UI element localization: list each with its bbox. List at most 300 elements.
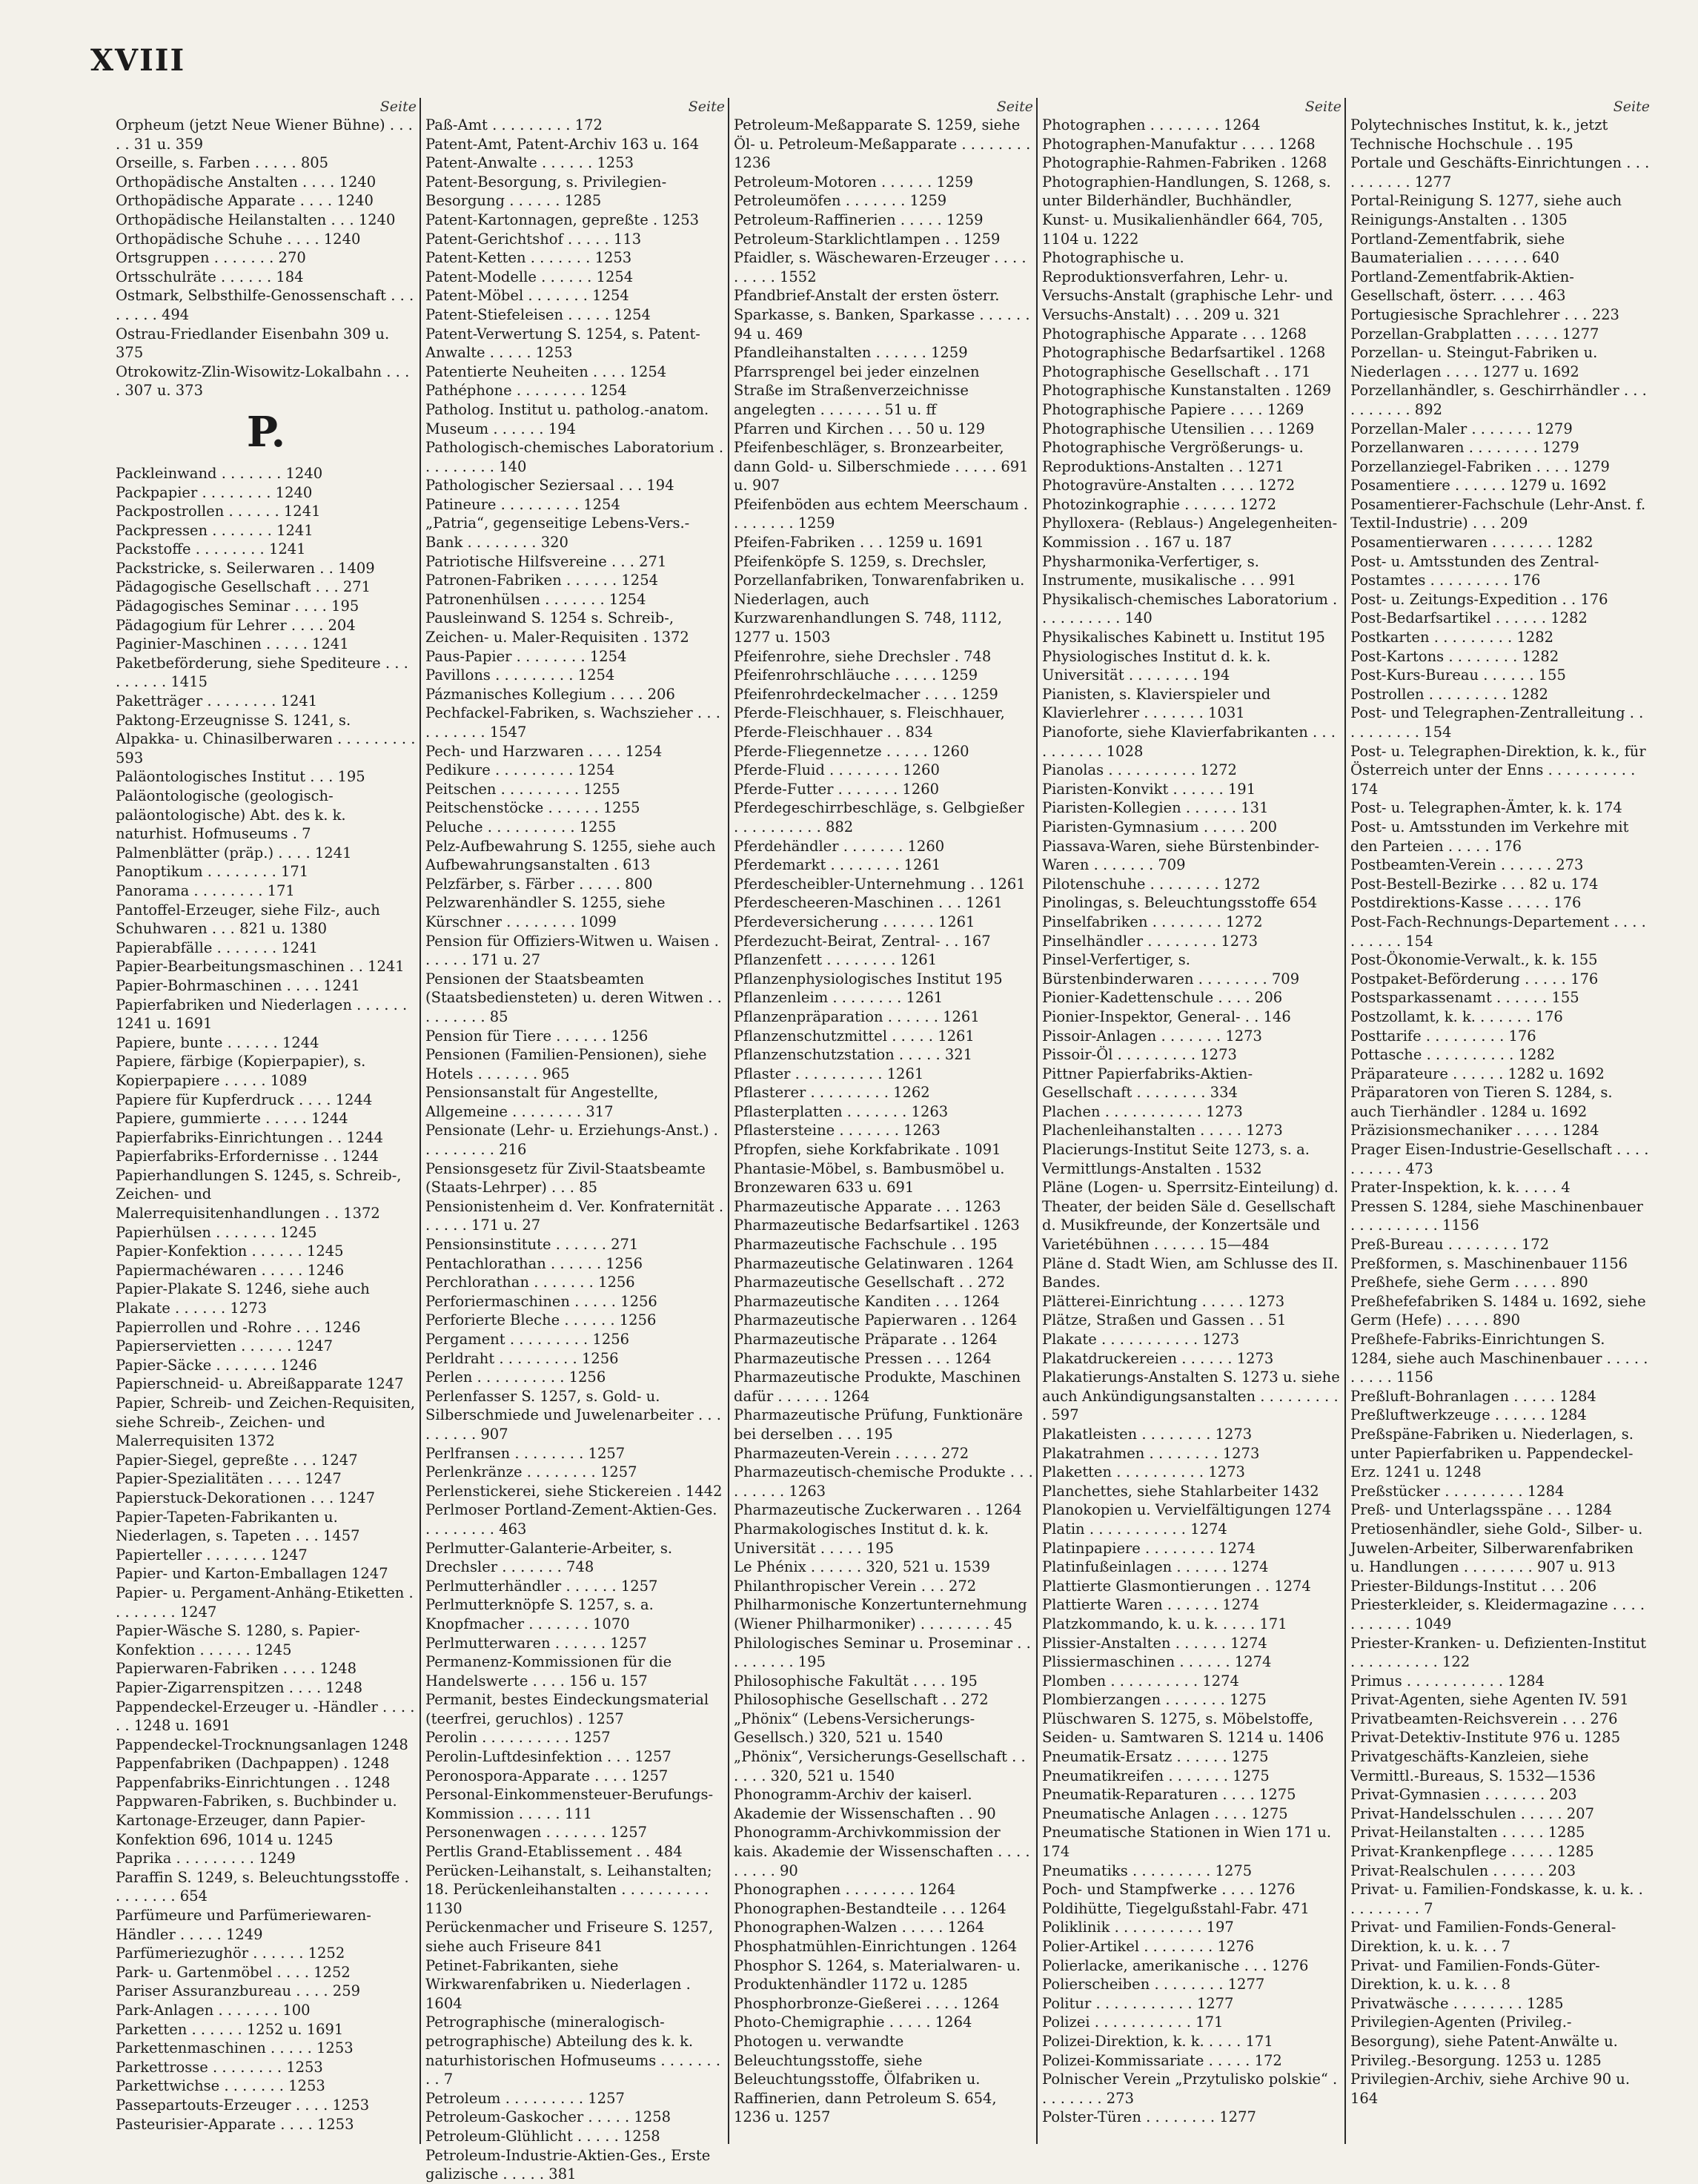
index-entry: Pappwaren-Fabriken, s. Buchbinder u. Kartonage-Erzeuger, dann Papier-Konfektion 696, 1014 u. 1245 bbox=[116, 1793, 397, 1848]
index-entry: Piassava-Waren, siehe Bürstenbinder-Waren . . . . . . . 709 bbox=[1042, 837, 1320, 874]
index-entry: Planokopien u. Vervielfältigungen 1274 bbox=[1042, 1501, 1332, 1519]
index-entry: Phonogramm-Archiv der kaiserl. Akademie der Wissenschaften . . 90 bbox=[734, 1786, 996, 1822]
index-entry: Petroleum-Raffinerien . . . . . 1259 bbox=[734, 211, 984, 228]
index-entry: Photographische Bedarfsartikel . 1268 bbox=[1042, 344, 1326, 362]
entry-list bbox=[1042, 116, 1342, 2127]
index-entry: Ortsgruppen . . . . . . . 270 bbox=[116, 249, 306, 267]
index-entry: Pfeifenrohrschläuche . . . . . 1259 bbox=[734, 666, 978, 684]
index-column-1 bbox=[111, 98, 419, 2144]
index-entry: Pharmazeutische Gelatinwaren . 1264 bbox=[734, 1254, 1014, 1272]
index-entry: Postrollen . . . . . . . . . 1282 bbox=[1350, 685, 1548, 703]
index-entry: Photogravüre-Anstalten . . . . 1272 bbox=[1042, 477, 1296, 494]
index-entry: Paketbeförderung, siehe Spediteure . . . . . . . . . 1415 bbox=[116, 654, 408, 691]
index-entry: Papierstuck-Dekorationen . . . 1247 bbox=[116, 1489, 376, 1506]
index-entry: Pappenfabriken (Dachpappen) . 1248 bbox=[116, 1755, 390, 1773]
index-entry: Pinsel-Verfertiger, s. Bürstenbinderwaren . . . . . . . . 709 bbox=[1042, 951, 1300, 987]
index-entry: Ostrau-Friedlander Eisenbahn 309 u. 375 bbox=[116, 325, 390, 362]
index-entry: Privat-Detektiv-Institute 976 u. 1285 bbox=[1350, 1729, 1621, 1747]
index-entry: Papiere, gummierte . . . . . 1244 bbox=[116, 1110, 348, 1128]
index-entry: Pension für Tiere . . . . . . 1256 bbox=[425, 1027, 649, 1045]
index-entry: Posamentiere . . . . . . 1279 u. 1692 bbox=[1350, 477, 1607, 494]
index-entry: Pharmakologisches Institut d. k. k. Universität . . . . . 195 bbox=[734, 1520, 989, 1557]
index-entry: Physikalisch-chemisches Laboratorium . . . . . . . . . . 140 bbox=[1042, 590, 1338, 627]
page-number: XVIII bbox=[90, 43, 186, 78]
index-entry: Plachen . . . . . . . . . . . 1273 bbox=[1042, 1102, 1243, 1120]
index-entry: Papierservietten . . . . . . 1247 bbox=[116, 1337, 334, 1355]
index-entry: Perücken-Leihanstalt, s. Leihanstalten; 18. Perückenleihanstalten . . . . . . . . . . 1130 bbox=[425, 1862, 712, 1917]
index-entry: Photographen-Manufaktur . . . . 1268 bbox=[1042, 135, 1316, 153]
index-entry: Pissoir-Öl . . . . . . . . . 1273 bbox=[1042, 1046, 1237, 1064]
index-entry: Pharmazeutische Gesellschaft . . 272 bbox=[734, 1274, 1005, 1291]
index-entry: Physiologisches Institut d. k. k. Universität . . . . . . . . 194 bbox=[1042, 647, 1271, 684]
entry-list-after-letter bbox=[116, 464, 417, 2134]
index-entry: Pflasterer . . . . . . . . . 1262 bbox=[734, 1084, 930, 1102]
entry-list bbox=[425, 116, 725, 2184]
index-columns bbox=[111, 98, 1653, 2183]
index-entry: Portugiesische Sprachlehrer . . . 223 bbox=[1350, 305, 1619, 323]
index-entry: Otrokowitz-Zlin-Wisowitz-Lokalbahn . . . . 307 u. 373 bbox=[116, 363, 410, 400]
index-entry: Patent-Anwalte . . . . . . 1253 bbox=[425, 154, 634, 172]
index-entry: Poliklinik . . . . . . . . . . 197 bbox=[1042, 1919, 1234, 1936]
index-entry: Pferde-Fleischhauer, s. Fleischhauer, Pferde-Fleischhauer . . 834 bbox=[734, 704, 1005, 741]
index-entry: Orseille, s. Farben . . . . . 805 bbox=[116, 154, 329, 172]
index-entry: Polizei . . . . . . . . . . . 171 bbox=[1042, 2013, 1224, 2031]
index-entry: Pläne d. Stadt Wien, am Schlusse des II. Bandes. bbox=[1042, 1254, 1339, 1291]
index-entry: Perolin-Luftdesinfektion . . . 1257 bbox=[425, 1748, 671, 1766]
index-entry: Porzellanhändler, s. Geschirrhändler . . . . . . . . . . 892 bbox=[1350, 382, 1647, 418]
index-entry: Privat- und Familien-Fonds-Güter-Direktion, k. u. k. . . 8 bbox=[1350, 1956, 1600, 1993]
index-entry: Privat-Krankenpflege . . . . . 1285 bbox=[1350, 1843, 1594, 1861]
index-entry: Pflanzenleim . . . . . . . . 1261 bbox=[734, 989, 943, 1007]
index-entry: Placierungs-Institut Seite 1273, s. a. Vermittlungs-Anstalten . 1532 bbox=[1042, 1141, 1310, 1177]
index-entry: Perolin . . . . . . . . . . 1257 bbox=[425, 1729, 611, 1747]
index-entry: Post- u. Telegraphen-Direktion, k. k., für Österreich unter der Enns . . . . . . . . . . 174 bbox=[1350, 742, 1646, 798]
index-entry: Priesterkleider, s. Kleidermagazine . . . . . . . . . . . 1049 bbox=[1350, 1596, 1645, 1632]
index-entry: Plakatierungs-Anstalten S. 1273 u. siehe auch Ankündigungsanstalten . . . . . . . . . . 597 bbox=[1042, 1369, 1340, 1424]
entry-list-before-letter bbox=[116, 116, 417, 400]
index-entry: Pedikure . . . . . . . . . 1254 bbox=[425, 761, 615, 779]
index-entry: Pianolas . . . . . . . . . . 1272 bbox=[1042, 761, 1237, 779]
index-entry: Polytechnisches Institut, k. k., jetzt Technische Hochschule . . 195 bbox=[1350, 116, 1608, 153]
index-entry: Priester-Bildungs-Institut . . . 206 bbox=[1350, 1577, 1597, 1595]
index-entry: Packpapier . . . . . . . . 1240 bbox=[116, 483, 313, 501]
index-entry: Orthopädische Heilanstalten . . . 1240 bbox=[116, 211, 396, 228]
index-entry: Papiere, färbige (Kopierpapier), s. Kopierpapiere . . . . . 1089 bbox=[116, 1053, 366, 1089]
index-entry: Privilegien-Archiv, siehe Archive 90 u. 164 bbox=[1350, 2071, 1631, 2107]
index-entry: Pantoffel-Erzeuger, siehe Filz-, auch Schuhwaren . . . 821 u. 1380 bbox=[116, 901, 380, 938]
index-entry: Pertlis Grand-Etablissement . . 484 bbox=[425, 1843, 683, 1861]
index-entry: Papier, Schreib- und Zeichen-Requisiten, siehe Schreib-, Zeichen- und Malerrequisiten 1372 bbox=[116, 1394, 416, 1450]
index-entry: Patent-Möbel . . . . . . . 1254 bbox=[425, 287, 629, 305]
index-entry: Papiermachéwaren . . . . . 1246 bbox=[116, 1261, 345, 1279]
index-entry: Privat- und Familien-Fonds-General-Direktion, k. u. k. . . 7 bbox=[1350, 1919, 1616, 1955]
index-entry: Post-Bedarfsartikel . . . . . . 1282 bbox=[1350, 609, 1588, 627]
index-column-3 bbox=[728, 98, 1036, 2144]
index-entry: Plüschwaren S. 1275, s. Möbelstoffe, Seiden- u. Samtwaren S. 1214 u. 1406 bbox=[1042, 1710, 1324, 1747]
index-entry: Pensionen der Staatsbeamten (Staatsbediensteten) u. deren Witwen . . . . . . . . . 85 bbox=[425, 970, 722, 1025]
index-entry: Porzellanwaren . . . . . . . . 1279 bbox=[1350, 439, 1579, 457]
index-entry: Panoptikum . . . . . . . . 171 bbox=[116, 863, 309, 881]
index-entry: Papier-Bohrmaschinen . . . . 1241 bbox=[116, 976, 360, 994]
index-entry: Postpaket-Beförderung . . . . . 176 bbox=[1350, 970, 1599, 987]
index-entry: Plomben . . . . . . . . . . 1274 bbox=[1042, 1672, 1239, 1690]
index-entry: Paprika . . . . . . . . . 1249 bbox=[116, 1850, 296, 1867]
index-entry: Palmenblätter (präp.) . . . . 1241 bbox=[116, 844, 352, 861]
index-entry: Preßhefefabriken S. 1484 u. 1692, siehe Germ (Hefe) . . . . . 890 bbox=[1350, 1292, 1646, 1329]
index-entry: Polizei-Direktion, k. k. . . . . 171 bbox=[1042, 2032, 1273, 2050]
index-entry: Permanenz-Kommissionen für die Handelswerte . . . . 156 u. 157 bbox=[425, 1653, 672, 1690]
index-entry: Pathologisch-chemisches Laboratorium . . . . . . . . . 140 bbox=[425, 439, 724, 475]
index-entry: Plombierzangen . . . . . . . 1275 bbox=[1042, 1691, 1267, 1709]
index-entry: Pappenfabriks-Einrichtungen . . 1248 bbox=[116, 1773, 391, 1791]
index-entry: Pläne (Logen- u. Sperrsitz-Einteilung) d. Theater, der beiden Säle d. Gesellschaft d. Musikfreunde, der Konzertsäle und Varietébühnen . . . . . . 15—484 bbox=[1042, 1179, 1339, 1254]
index-entry: Petroleum-Industrie-Aktien-Ges., Erste galizische . . . . . 381 bbox=[425, 2146, 711, 2183]
index-entry: Ortsschulräte . . . . . . 184 bbox=[116, 268, 304, 285]
index-entry: Pneumatische Anlagen . . . . 1275 bbox=[1042, 1804, 1288, 1822]
index-entry: Paketträger . . . . . . . . 1241 bbox=[116, 692, 318, 710]
index-entry: Peitschen . . . . . . . . . 1255 bbox=[425, 780, 620, 798]
index-entry: Pergament . . . . . . . . . 1256 bbox=[425, 1331, 630, 1348]
index-entry: Patronenhülsen . . . . . . . 1254 bbox=[425, 590, 646, 608]
index-entry: Planchettes, siehe Stahlarbeiter 1432 bbox=[1042, 1482, 1319, 1500]
column-header: Seite bbox=[1613, 99, 1650, 115]
index-entry: Post- u. Zeitungs-Expedition . . 176 bbox=[1350, 590, 1608, 608]
index-entry: Pferdeversicherung . . . . . . 1261 bbox=[734, 913, 975, 930]
index-entry: Privat- u. Familien-Fondskasse, k. u. k. . . . . . . . . . 7 bbox=[1350, 1881, 1643, 1917]
index-entry: Perlmoser Portland-Zement-Aktien-Ges. . . . . . . . . 463 bbox=[425, 1501, 717, 1538]
index-entry: Pelzfärber, s. Färber . . . . . 800 bbox=[425, 875, 653, 893]
index-entry: Pappendeckel-Erzeuger u. -Händler . . . . . . 1248 u. 1691 bbox=[116, 1698, 415, 1735]
index-entry: Phylloxera- (Reblaus-) Angelegenheiten-Kommission . . 167 u. 187 bbox=[1042, 514, 1338, 552]
index-entry: Philosophische Gesellschaft . . 272 bbox=[734, 1691, 989, 1709]
index-entry: Petroleum-Gaskocher . . . . . 1258 bbox=[425, 2108, 671, 2126]
index-entry: Papier-Tapeten-Fabrikanten u. Niederlagen, s. Tapeten . . . 1457 bbox=[116, 1508, 360, 1545]
index-entry: Papierabfälle . . . . . . . 1241 bbox=[116, 939, 319, 956]
index-entry: Pneumatiks . . . . . . . . . 1275 bbox=[1042, 1862, 1253, 1879]
index-entry: Pharmazeutische Zuckerwaren . . 1264 bbox=[734, 1501, 1022, 1519]
index-entry: Perlmutterwaren . . . . . . 1257 bbox=[425, 1634, 647, 1652]
index-entry: Präzisionsmechaniker . . . . . 1284 bbox=[1350, 1122, 1599, 1139]
index-entry: Physharmonika-Verfertiger, s. Instrumente, musikalische . . . 991 bbox=[1042, 552, 1297, 589]
index-entry: Parfümeure und Parfümeriewaren-Händler . . . . . 1249 bbox=[116, 1907, 371, 1943]
index-entry: Petroleum . . . . . . . . . 1257 bbox=[425, 2089, 625, 2107]
entry-list bbox=[734, 116, 1033, 2127]
index-entry: Pfeifenbeschläger, s. Bronzearbeiter, dann Gold- u. Silberschmiede . . . . . 691 u. 907 bbox=[734, 439, 1029, 494]
index-entry: Präparatoren von Tieren S. 1284, s. auch Tierhändler . 1284 u. 1692 bbox=[1350, 1084, 1613, 1120]
index-entry: Pianisten, s. Klavierspieler und Klavierlehrer . . . . . . . 1031 bbox=[1042, 685, 1271, 722]
index-entry: Preßluft-Bohranlagen . . . . . 1284 bbox=[1350, 1387, 1596, 1405]
index-entry: Präparateure . . . . . . 1282 u. 1692 bbox=[1350, 1065, 1605, 1082]
index-entry: Parketten . . . . . . 1252 u. 1691 bbox=[116, 2020, 344, 2038]
index-entry: Pferdemarkt . . . . . . . . 1261 bbox=[734, 856, 941, 874]
index-entry: Pferdescheeren-Maschinen . . . 1261 bbox=[734, 894, 1003, 912]
index-entry: Photographische Apparate . . . 1268 bbox=[1042, 325, 1307, 343]
index-entry: Privat-Handelsschulen . . . . . 207 bbox=[1350, 1804, 1594, 1822]
index-entry: Papierfabriken und Niederlagen . . . . . . 1241 u. 1691 bbox=[116, 996, 408, 1033]
index-entry: Pensionistenheim d. Ver. Konfraternität . . . . . . 171 u. 27 bbox=[425, 1197, 724, 1234]
index-entry: Orpheum (jetzt Neue Wiener Bühne) . . . . . 31 u. 359 bbox=[116, 116, 413, 153]
index-column-4 bbox=[1036, 98, 1344, 2144]
index-entry: Privat-Heilanstalten . . . . . 1285 bbox=[1350, 1824, 1585, 1841]
entry-list bbox=[1350, 116, 1650, 2108]
index-entry: Pázmanisches Kollegium . . . . 206 bbox=[425, 685, 675, 703]
index-entry: Perlmutter-Galanterie-Arbeiter, s. Drechsler . . . . . . . 748 bbox=[425, 1539, 673, 1576]
index-entry: Preßhefe-Fabriks-Einrichtungen S. 1284, siehe auch Maschinenbauer . . . . . . . . . . 1156 bbox=[1350, 1331, 1648, 1386]
index-entry: Pretiosenhändler, siehe Gold-, Silber- u. Juwelen-Arbeiter, Silberwarenfabriken u. Handlungen . . . . . . . . 907 u. 913 bbox=[1350, 1520, 1643, 1576]
index-entry: Pflanzenschutzstation . . . . . 321 bbox=[734, 1046, 973, 1064]
index-entry: Politur . . . . . . . . . . . 1277 bbox=[1042, 1994, 1234, 2012]
index-entry: Petroleum-Meßapparate S. 1259, siehe Öl- u. Petroleum-Meßapparate . . . . . . . . 1236 bbox=[734, 116, 1031, 172]
index-entry: Pfarren und Kirchen . . . 50 u. 129 bbox=[734, 420, 985, 437]
index-entry: Patent-Gerichtshof . . . . . 113 bbox=[425, 230, 642, 248]
index-entry: Pariser Assuranzbureau . . . . 259 bbox=[116, 1982, 361, 2000]
index-entry: Pfeifenrohre, siehe Drechsler . 748 bbox=[734, 647, 992, 665]
index-entry: Papier-Wäsche S. 1280, s. Papier-Konfektion . . . . . . 1245 bbox=[116, 1622, 360, 1658]
index-entry: Postdirektions-Kasse . . . . . 176 bbox=[1350, 894, 1582, 912]
index-entry: Patent-Kartonnagen, gepreßte . 1253 bbox=[425, 211, 700, 228]
index-entry: Pfropfen, siehe Korkfabrikate . 1091 bbox=[734, 1141, 1001, 1159]
index-entry: Petinet-Fabrikanten, siehe Wirkwarenfabriken u. Niederlagen . 1604 bbox=[425, 1956, 691, 2012]
index-entry: Plachenleihanstalten . . . . . 1273 bbox=[1042, 1122, 1283, 1139]
index-entry: Perlenfasser S. 1257, s. Gold- u. Silberschmiede und Juwelenarbeiter . . . . . . . . . 907 bbox=[425, 1387, 721, 1443]
index-entry: Petroleum-Motoren . . . . . . 1259 bbox=[734, 173, 974, 191]
index-entry: Pensionsgesetz für Zivil-Staatsbeamte (Staats-Lehrper) . . . 85 bbox=[425, 1159, 706, 1197]
index-entry: Pilotenschuhe . . . . . . . . 1272 bbox=[1042, 875, 1261, 893]
index-entry: Poch- und Stampfwerke . . . . 1276 bbox=[1042, 1881, 1296, 1899]
index-entry: Panorama . . . . . . . . 171 bbox=[116, 881, 295, 899]
index-entry: „Phönix“, Versicherungs-Gesellschaft . . . . . . 320, 521 u. 1540 bbox=[734, 1748, 1026, 1784]
index-entry: Photographische Vergrößerungs- u. Reproduktions-Anstalten . . 1271 bbox=[1042, 439, 1304, 475]
index-entry: Patent-Stiefeleisen . . . . . 1254 bbox=[425, 305, 651, 323]
index-entry: Posamentierer-Fachschule (Lehr-Anst. f. Textil-Industrie) . . . 209 bbox=[1350, 495, 1646, 532]
index-entry: Polizei-Kommissariate . . . . . 172 bbox=[1042, 2051, 1282, 2069]
index-entry: Pentachlorathan . . . . . . 1256 bbox=[425, 1254, 643, 1272]
index-entry: Post-Kurs-Bureau . . . . . . 155 bbox=[1350, 666, 1566, 684]
index-entry: Primus . . . . . . . . . . . 1284 bbox=[1350, 1672, 1545, 1690]
index-entry: Pressen S. 1284, siehe Maschinenbauer . . . . . . . . . . 1156 bbox=[1350, 1197, 1643, 1234]
index-entry: Photographische Gesellschaft . . 171 bbox=[1042, 363, 1311, 380]
index-entry: Paläontologische (geologisch-paläontologische) Abt. des k. k. naturhist. Hofmuseums . 7 bbox=[116, 787, 346, 843]
index-entry: Photozinkographie . . . . . . 1272 bbox=[1042, 495, 1277, 513]
index-entry: Packpressen . . . . . . . 1241 bbox=[116, 521, 314, 539]
index-column-2 bbox=[419, 98, 728, 2183]
index-entry: Piaristen-Gymnasium . . . . . 200 bbox=[1042, 818, 1278, 835]
index-entry: Piaristen-Konvikt . . . . . . 191 bbox=[1042, 780, 1256, 798]
index-entry: Peronospora-Apparate . . . . 1257 bbox=[425, 1767, 669, 1784]
index-entry: Polnischer Verein „Przytulisko polskie“ . . . . . . . . 273 bbox=[1042, 2071, 1338, 2107]
index-entry: Pensionen (Familien-Pensionen), siehe Hotels . . . . . . . 965 bbox=[425, 1046, 707, 1082]
index-entry: Phosphor S. 1264, s. Materialwaren- u. Produktenhändler 1172 u. 1285 bbox=[734, 1956, 1021, 1993]
index-entry: Phonographen-Bestandteile . . . 1264 bbox=[734, 1899, 1006, 1917]
index-entry: Pferde-Fluid . . . . . . . . 1260 bbox=[734, 761, 940, 779]
index-entry: Papier-Zigarrenspitzen . . . . 1248 bbox=[116, 1678, 363, 1696]
index-entry: Parkettrosse . . . . . . . . 1253 bbox=[116, 2058, 323, 2076]
index-entry: Privatgeschäfts-Kanzleien, siehe Vermittl.-Bureaus, S. 1532—1536 bbox=[1350, 1748, 1596, 1784]
index-entry: Poldihütte, Tiegelgußstahl-Fabr. 471 bbox=[1042, 1899, 1310, 1917]
index-entry: Porzellan-Maler . . . . . . . 1279 bbox=[1350, 420, 1573, 437]
index-entry: Patineure . . . . . . . . . 1254 bbox=[425, 495, 620, 513]
index-entry: Polier-Artikel . . . . . . . . 1276 bbox=[1042, 1938, 1255, 1955]
index-entry: Preß- und Unterlagsspäne . . . 1284 bbox=[1350, 1501, 1612, 1519]
index-entry: Papier-Plakate S. 1246, siehe auch Plakate . . . . . . 1273 bbox=[116, 1280, 370, 1317]
section-letter: P. bbox=[246, 407, 286, 457]
index-entry: Portland-Zementfabrik, siehe Baumaterialien . . . . . . . 640 bbox=[1350, 230, 1565, 267]
index-entry: Pathologischer Seziersaal . . . 194 bbox=[425, 477, 674, 494]
index-entry: Papiere, bunte . . . . . . 1244 bbox=[116, 1033, 319, 1051]
index-entry: Privat-Gymnasien . . . . . . . 203 bbox=[1350, 1786, 1577, 1804]
index-entry: Pflanzenphysiologisches Institut 195 bbox=[734, 970, 1003, 987]
index-entry: Parfümeriezughör . . . . . . 1252 bbox=[116, 1945, 345, 1962]
index-entry: Privilegien-Agenten (Privileg.-Besorgung), siehe Patent-Anwälte u. Privileg.-Besorgung. 1253 u. 1285 bbox=[1350, 2013, 1618, 2069]
index-entry: Posamentierwaren . . . . . . . 1282 bbox=[1350, 534, 1593, 552]
index-entry: Pferdegeschirrbeschläge, s. Gelbgießer . . . . . . . . . . 882 bbox=[734, 799, 1024, 835]
index-entry: Pfaidler, s. Wäschewaren-Erzeuger . . . . . . . . . 1552 bbox=[734, 249, 1027, 285]
index-entry: Phantasie-Möbel, s. Bambusmöbel u. Bronzewaren 633 u. 691 bbox=[734, 1159, 1005, 1197]
index-entry: Photo-Chemigraphie . . . . . 1264 bbox=[734, 2013, 972, 2031]
index-entry: Papier- und Karton-Emballagen 1247 bbox=[116, 1565, 388, 1583]
index-entry: Polierlacke, amerikanische . . . 1276 bbox=[1042, 1956, 1309, 1974]
index-entry: Peluche . . . . . . . . . . 1255 bbox=[425, 818, 617, 835]
index-entry: Patentierte Neuheiten . . . . 1254 bbox=[425, 363, 667, 380]
index-entry: Pinselfabriken . . . . . . . . 1272 bbox=[1042, 913, 1263, 930]
index-entry: Pionier-Inspektor, General- . . 146 bbox=[1042, 1007, 1291, 1025]
index-entry: Phosphatmühlen-Einrichtungen . 1264 bbox=[734, 1938, 1018, 1955]
index-entry: Park- u. Gartenmöbel . . . . 1252 bbox=[116, 1963, 351, 1981]
index-entry: Postzollamt, k. k. . . . . . . 176 bbox=[1350, 1007, 1563, 1025]
index-entry: Platinpapiere . . . . . . . . 1274 bbox=[1042, 1539, 1256, 1557]
index-entry: Papiere für Kupferdruck . . . . 1244 bbox=[116, 1091, 373, 1108]
index-entry: Papierschneid- u. Abreißapparate 1247 bbox=[116, 1375, 404, 1393]
index-entry: Pneumatik-Ersatz . . . . . . 1275 bbox=[1042, 1748, 1269, 1766]
index-entry: Pavillons . . . . . . . . . 1254 bbox=[425, 666, 615, 684]
index-entry: Pensionsinstitute . . . . . . 271 bbox=[425, 1236, 639, 1254]
index-entry: Patent-Besorgung, s. Privilegien-Besorgung . . . . . . 1285 bbox=[425, 173, 667, 210]
index-entry: Photogen u. verwandte Beleuchtungsstoffe, siehe Beleuchtungsstoffe, Ölfabriken u. Raffinerien, dann Petroleum S. 654, 1236 u. 1257 bbox=[734, 2032, 997, 2126]
index-entry: Pädagogische Gesellschaft . . . 271 bbox=[116, 578, 371, 596]
index-entry: Pharmazeutische Papierwaren . . 1264 bbox=[734, 1311, 1018, 1329]
index-entry: Preßstücker . . . . . . . . . 1284 bbox=[1350, 1482, 1565, 1500]
index-entry: Portale und Geschäfts-Einrichtungen . . . . . . . . . . 1277 bbox=[1350, 154, 1650, 191]
index-entry: Pädagogium für Lehrer . . . . 204 bbox=[116, 616, 356, 634]
index-entry: Pension für Offiziers-Witwen u. Waisen . . . . . . 171 u. 27 bbox=[425, 932, 719, 969]
index-entry: Paläontologisches Institut . . . 195 bbox=[116, 768, 365, 786]
index-entry: Pelz-Aufbewahrung S. 1255, siehe auch Aufbewahrungsanstalten . 613 bbox=[425, 837, 716, 874]
index-entry: Plakatleisten . . . . . . . . 1273 bbox=[1042, 1425, 1253, 1443]
index-entry: Pflastersteine . . . . . . . 1263 bbox=[734, 1122, 941, 1139]
index-entry: Pharmazeutische Kanditen . . . 1264 bbox=[734, 1292, 1000, 1310]
index-entry: Philanthropischer Verein . . . 272 bbox=[734, 1577, 977, 1595]
index-entry: Postkarten . . . . . . . . . 1282 bbox=[1350, 629, 1554, 646]
index-entry: Plissier-Anstalten . . . . . . 1274 bbox=[1042, 1634, 1267, 1652]
index-entry: Pharmazeuten-Verein . . . . . 272 bbox=[734, 1444, 969, 1462]
index-entry: Personenwagen . . . . . . . 1257 bbox=[425, 1824, 648, 1841]
index-entry: Phonographen . . . . . . . . 1264 bbox=[734, 1881, 956, 1899]
index-entry: Post-Kartons . . . . . . . . 1282 bbox=[1350, 647, 1559, 665]
index-entry: Papierrollen und -Rohre . . . 1246 bbox=[116, 1318, 361, 1336]
index-entry: Papierwaren-Fabriken . . . . 1248 bbox=[116, 1660, 356, 1678]
index-entry: Pfarrsprengel bei jeder einzelnen Straße im Straßenverzeichnisse angelegten . . . . . . . 51 u. ff bbox=[734, 363, 980, 418]
index-entry: Perldraht . . . . . . . . . 1256 bbox=[425, 1349, 619, 1367]
index-entry: Park-Anlagen . . . . . . . 100 bbox=[116, 2002, 311, 2019]
index-entry: Physikalisches Kabinett u. Institut 195 bbox=[1042, 629, 1325, 646]
column-header: Seite bbox=[379, 99, 417, 115]
index-entry: Photographie-Rahmen-Fabriken . 1268 bbox=[1042, 154, 1327, 172]
index-entry: Patholog. Institut u. patholog.-anatom. Museum . . . . . . 194 bbox=[425, 400, 709, 437]
index-entry: Pharmazeutische Pressen . . . 1264 bbox=[734, 1349, 992, 1367]
index-entry: Photographische Utensilien . . . 1269 bbox=[1042, 420, 1315, 437]
index-entry: Petroleum-Starklichtlampen . . 1259 bbox=[734, 230, 1001, 248]
index-entry: Philharmonische Konzertunternehmung (Wiener Philharmoniker) . . . . . . . . 45 bbox=[734, 1596, 1027, 1632]
index-entry: Photographische Papiere . . . . 1269 bbox=[1042, 400, 1304, 418]
index-entry: Orthopädische Anstalten . . . . 1240 bbox=[116, 173, 377, 191]
index-entry: Pfeifenrohrdeckelmacher . . . . 1259 bbox=[734, 685, 998, 703]
index-entry: Patent-Ketten . . . . . . . 1253 bbox=[425, 249, 632, 267]
index-entry: Piaristen-Kollegien . . . . . . 131 bbox=[1042, 799, 1269, 817]
index-entry: Philosophische Fakultät . . . . 195 bbox=[734, 1672, 978, 1690]
index-entry: Photographen . . . . . . . . 1264 bbox=[1042, 116, 1261, 133]
index-entry: Post-Bestell-Bezirke . . . 82 u. 174 bbox=[1350, 875, 1599, 893]
index-entry: Portland-Zementfabrik-Aktien-Gesellschaft, österr. . . . . 463 bbox=[1350, 268, 1574, 305]
index-entry: Polster-Türen . . . . . . . . 1277 bbox=[1042, 2108, 1256, 2126]
index-entry: Priester-Kranken- u. Defizienten-Institut . . . . . . . . . . 122 bbox=[1350, 1634, 1647, 1671]
index-entry: Privat-Realschulen . . . . . . 203 bbox=[1350, 1862, 1576, 1879]
index-entry: Privat-Agenten, siehe Agenten IV. 591 bbox=[1350, 1691, 1629, 1709]
index-entry: Patronen-Fabriken . . . . . . 1254 bbox=[425, 572, 659, 589]
index-entry: Pferde-Futter . . . . . . . 1260 bbox=[734, 780, 940, 798]
index-entry: Plattierte Glasmontierungen . . 1274 bbox=[1042, 1577, 1311, 1595]
index-entry: Papierhandlungen S. 1245, s. Schreib-, Zeichen- und Malerrequisitenhandlungen . . 1372 bbox=[116, 1166, 402, 1222]
index-entry: Posttarife . . . . . . . . . 176 bbox=[1350, 1027, 1536, 1045]
index-entry: Pharmazeutische Bedarfsartikel . 1263 bbox=[734, 1217, 1020, 1234]
index-entry: Pflanzenpräparation . . . . . . 1261 bbox=[734, 1007, 980, 1025]
index-entry: Prater-Inspektion, k. k. . . . . 4 bbox=[1350, 1179, 1571, 1197]
index-entry: Postsparkassenamt . . . . . . 155 bbox=[1350, 989, 1579, 1007]
index-entry: Preß-Bureau . . . . . . . . 172 bbox=[1350, 1236, 1550, 1254]
index-entry: Pfeifenböden aus echtem Meerschaum . . . . . . . . 1259 bbox=[734, 495, 1028, 532]
index-entry: Pathéphone . . . . . . . . 1254 bbox=[425, 382, 627, 400]
index-entry: Prager Eisen-Industrie-Gesellschaft . . . . . . . . . . 473 bbox=[1350, 1141, 1649, 1177]
index-entry: Papierfabriks-Einrichtungen . . 1244 bbox=[116, 1128, 383, 1146]
index-entry: Paginier-Maschinen . . . . . 1241 bbox=[116, 635, 349, 653]
index-entry: Packstoffe . . . . . . . . 1241 bbox=[116, 540, 306, 558]
index-entry: Packstricke, s. Seilerwaren . . 1409 bbox=[116, 559, 375, 577]
index-entry: Perückenmacher und Friseure S. 1257, siehe auch Friseure 841 bbox=[425, 1919, 714, 1955]
index-entry: Platzkommando, k. u. k. . . . . 171 bbox=[1042, 1615, 1287, 1632]
index-entry: Patent-Verwertung S. 1254, s. Patent-Anwalte . . . . . 1253 bbox=[425, 325, 700, 362]
index-entry: Orthopädische Schuhe . . . . 1240 bbox=[116, 230, 361, 248]
index-entry: Petroleum-Glühlicht . . . . . 1258 bbox=[425, 2127, 660, 2145]
index-entry: Patent-Modelle . . . . . . 1254 bbox=[425, 268, 634, 285]
index-entry: Pferdehändler . . . . . . . 1260 bbox=[734, 837, 945, 855]
index-entry: Pelzwarenhändler S. 1255, siehe Kürschner . . . . . . . . 1099 bbox=[425, 894, 666, 930]
index-entry: Platin . . . . . . . . . . . 1274 bbox=[1042, 1520, 1227, 1538]
index-entry: Packpostrollen . . . . . . 1241 bbox=[116, 503, 321, 520]
index-entry: Plissiermaschinen . . . . . . 1274 bbox=[1042, 1653, 1272, 1671]
index-entry: Pädagogisches Seminar . . . . 195 bbox=[116, 598, 359, 615]
column-header: Seite bbox=[688, 99, 725, 115]
index-entry: Phonographen-Walzen . . . . . 1264 bbox=[734, 1919, 985, 1936]
index-entry: Post- und Telegraphen-Zentralleitung . . . . . . . . . . 154 bbox=[1350, 704, 1644, 741]
index-entry: Petrographische (mineralogisch-petrographische) Abteilung des k. k. naturhistorischen Hofmuseums . . . . . . . . . 7 bbox=[425, 2013, 721, 2088]
index-entry: Pensionsanstalt für Angestellte, Allgemeine . . . . . . . . 317 bbox=[425, 1084, 659, 1120]
index-entry: Pensionate (Lehr- u. Erziehungs-Anst.) . . . . . . . . . 216 bbox=[425, 1122, 718, 1159]
index-entry: Pharmazeutische Apparate . . . 1263 bbox=[734, 1197, 1001, 1215]
index-entry: Plattierte Waren . . . . . . 1274 bbox=[1042, 1596, 1259, 1614]
index-entry: Pflanzenfett . . . . . . . . 1261 bbox=[734, 951, 938, 969]
index-entry: Pausleinwand S. 1254 s. Schreib-, Zeichen- u. Maler-Requisiten . 1372 bbox=[425, 609, 689, 646]
index-entry: Ostmark, Selbsthilfe-Genossenschaft . . . . . . . . 494 bbox=[116, 287, 414, 323]
index-entry: Pech- und Harzwaren . . . . 1254 bbox=[425, 742, 663, 760]
